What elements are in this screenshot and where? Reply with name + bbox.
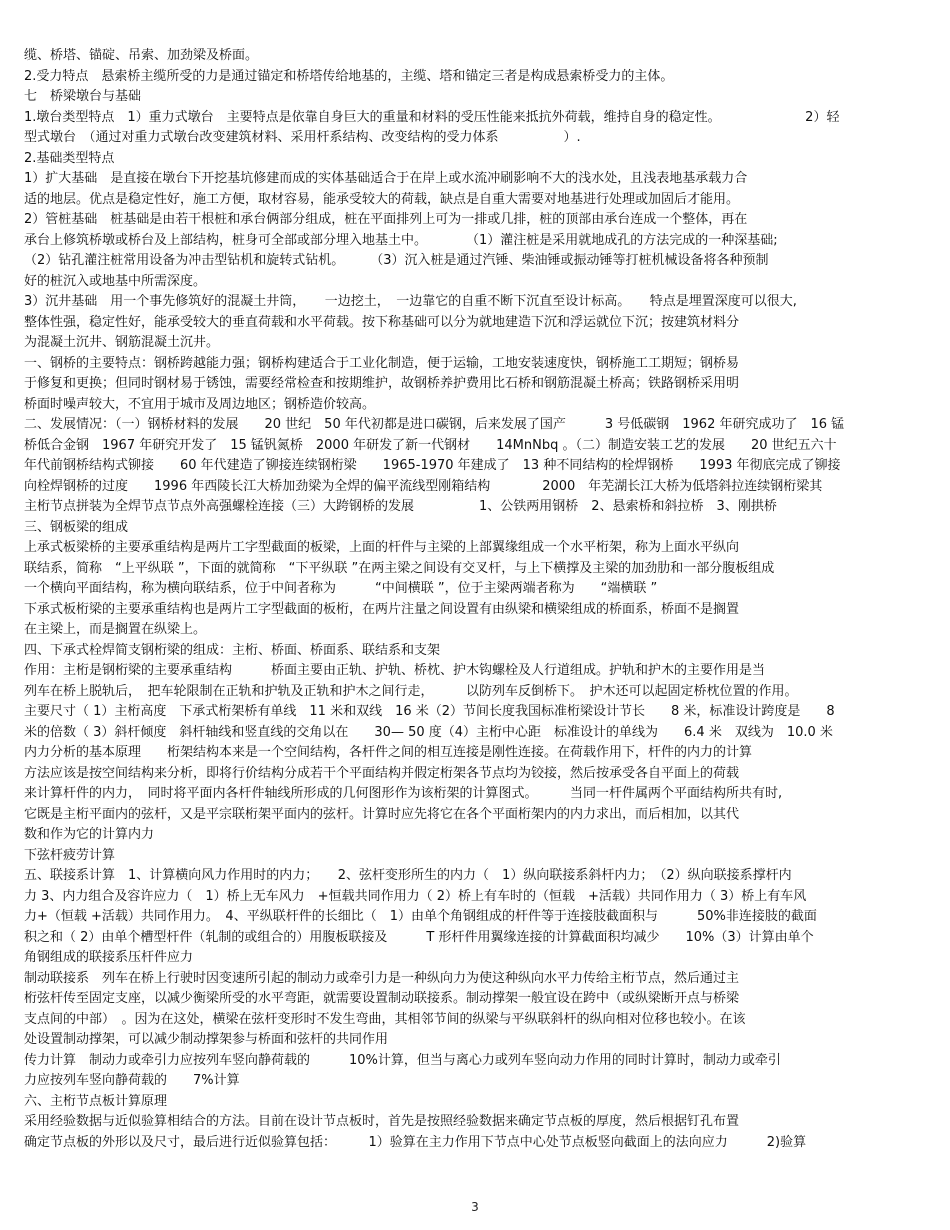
text-line: 桥低合金钢 1967 年研究开发了 15 锰钒氮桥 2000 年研发了新一代钢材 14MnNbq 。（二）制造安装工艺的发展 20 世纪五六十	[24, 437, 837, 453]
text-line: 力+（恒载 +活载）共同作用力。 4、平纵联杆件的长细比（ 1）由单个角钢组成的杆件等于连接肢截面积与 50%非连接肢的截面	[24, 909, 817, 924]
text-line: 角钢组成的联接系压杆件应力	[24, 950, 194, 965]
document-body	[24, 46, 926, 1153]
text-line: 上承式板梁桥的主要承重结构是两片工字型截面的板梁，上面的杆件与主梁的上部翼缘组成一个水平桁架，称为上面水平纵向	[24, 540, 740, 555]
text-line: 数和作为它的计算内力	[24, 827, 155, 842]
text-line: 四、下承式栓焊简支钢桁梁的组成：主桁、桥面、桥面系、联结系和支架	[24, 642, 441, 658]
text-line: 型式墩台 （通过对重力式墩台改变建筑材料、采用杆系结构、改变结构的受力体系 ）.	[24, 130, 581, 145]
text-line: 作用：主桁是钢桁梁的主要承重结构 桥面主要由正轨、护轨、桥枕、护木钩螺栓及人行道组成。护轨和护木的主要作用是当	[24, 663, 766, 678]
text-line: 内力分析的基本原理 桁架结构本来是一个空间结构，各杆件之间的相互连接是刚性连接。在荷载作用下，杆件的内力的计算	[24, 745, 753, 760]
text-line: 积之和（ 2）由单个槽型杆件（轧制的或组合的）用腹板联接及 T 形杆件用翼缘连接的计算截面积均减少 10%（3）计算由单个	[24, 929, 814, 945]
text-line: 一个横向平面结构，称为横向联结系，位于中间者称为 “中间横联 ”，位于主梁两端者称为 “端横联 ”	[24, 581, 658, 596]
text-line: 2.基础类型特点	[24, 150, 115, 166]
text-line: 处设置制动撑架，可以减少制动撑架参与桥面和弦杆的共同作用	[24, 1032, 389, 1047]
text-line: 它既是主桁平面内的弦杆，又是平宗联桁架平面内的弦杆。计算时应先将它在各个平面桁架内的内力求出，而后相加，以其代	[24, 806, 740, 822]
text-line: 方法应该是按空间结构来分析，即将行价结构分成若干个平面结构并假定桁架各节点均为铰接，然后按承受各自平面上的荷载	[24, 765, 740, 781]
text-line: 1.墩台类型特点 1）重力式墩台 主要特点是依靠自身巨大的重量和材料的受压性能来抵抗外荷载，维持自身的稳定性。 2）轻	[24, 109, 840, 125]
text-line: 承台上修筑桥墩或桥台及上部结构，桩身可全部或部分埋入地基土中。 （1）灌注桩是采用就地成孔的方法完成的一种深基础;	[24, 232, 778, 248]
text-line: 年代前钢桥结构式铆接 60 年代建造了铆接连续钢桁梁 1965-1970 年建成了 13 种不同结构的栓焊钢桥 1993 年彻底完成了铆接	[24, 458, 841, 473]
text-line: 1）扩大基础 是直接在墩台下开挖基坑修建而成的实体基础适合于在岸上或水流冲刷影响不大的浅水处，且浅表地基承载力合	[24, 171, 748, 186]
text-line: 整体性强，稳定性好，能承受较大的垂直荷载和水平荷载。按下称基础可以分为就地建造下沉和浮运就位下沉；按建筑材料分	[24, 314, 740, 330]
text-line: 主桁节点拼装为全焊节点节点外高强螺栓连接（三）大跨钢桥的发展 1、公铁两用钢桥 2、悬索桥和斜拉桥 3、刚拱桥	[24, 499, 777, 514]
page-number: 3	[471, 1200, 479, 1214]
text-line: 力 3、内力组合及容许应力（ 1）桥上无车风力 +恒载共同作用力（ 2）桥上有车时的（恒载 +活载）共同作用力（ 3）桥上有车风	[24, 888, 807, 904]
text-line: 向栓焊钢桥的过度 1996 年西陵长江大桥加劲梁为全焊的偏平流线型刚箱结构 2000 年芜湖长江大桥为低塔斜拉连续钢桁梁其	[24, 478, 823, 494]
text-line: 桁弦杆传至固定支座，以减少衡梁所受的水平弯距，就需要设置制动联接系。制动撑架一般宜设在跨中（或纵梁断开点与桥梁	[24, 991, 740, 1006]
text-line: 米的倍数（ 3）斜杆倾度 斜杆轴线和竖直线的交角以在 30— 50 度（4）主桁中心距 标准设计的单线为 6.4 米 双线为 10.0 米	[24, 724, 833, 740]
text-line: 适的地层。优点是稳定性好，施工方便，取材容易，能承受较大的荷载，缺点是自重大需要对地基进行处理或加固后才能用。	[24, 191, 740, 207]
text-line: 来计算杆件的内力， 同时将平面内各杆件轴线所形成的几何图形作为该桁架的计算图式。 当同一杆件属两个平面结构所共有时,	[24, 786, 783, 801]
text-line: 缆、桥塔、锚碇、吊索、加劲梁及桥面。	[24, 48, 259, 63]
text-line: 列车在桥上脱轨后， 把车轮限制在正轨和护轨及正轨和护木之间行走， 以防列车反倒桥下。 护木还可以起固定桥枕位置的作用。	[24, 683, 798, 699]
text-line: 为混凝土沉井、钢筋混凝土沉井。	[24, 335, 220, 350]
text-line: 二、发展情况：（一）钢桥材料的发展 20 世纪 50 年代初都是进口碳钢，后来发展了国产 3 号低碳钢 1962 年研究成功了 16 锰	[24, 417, 845, 432]
text-line: 下弦杆疲劳计算	[24, 847, 116, 863]
text-line: 一、钢桥的主要特点：钢桥跨越能力强；钢桥构建适合于工业化制造，便于运输，工地安装速度快，钢桥施工工期短；钢桥易	[24, 355, 740, 371]
text-line: 力应按列车竖向静荷载的 7%计算	[24, 1073, 240, 1088]
text-line: 在主梁上，而是搁置在纵梁上。	[24, 622, 207, 637]
text-line: 七 桥梁墩台与基础	[24, 89, 142, 104]
text-line: 联结系，简称 “上平纵联 ”，下面的就简称 “下平纵联 ”在两主梁之间设有交叉杆，与上下横撑及主梁的加劲肋和一部分腹板组成	[24, 560, 775, 576]
text-line: 主要尺寸（ 1）主桁高度 下承式桁架桥有单线 11 米和双线 16 米（2）节间长度我国标准桁梁设计节长 8 米，标准设计跨度是 8	[24, 704, 835, 719]
text-line: 桥面时噪声较大，不宜用于城市及周边地区；钢桥造价较高。	[24, 396, 376, 412]
text-line: 3）沉井基础 用一个事先修筑好的混凝土井筒， 一边挖土， 一边靠它的自重不断下沉直至设计标高。 特点是埋置深度可以很大,	[24, 294, 797, 309]
text-line: 确定节点板的外形以及尺寸，最后进行近似验算包括： 1）验算在主力作用下节点中心处节点板竖向截面上的法向应力 2)验算	[24, 1134, 807, 1150]
text-line: 传力计算 制动力或牵引力应按列车竖向静荷载的 10%计算，但当与离心力或列车竖向动力作用的同时计算时，制动力或牵引	[24, 1052, 781, 1068]
text-line: 三、钢板梁的组成	[24, 519, 129, 535]
text-line: （2）钻孔灌注桩常用设备为冲击型钻机和旋转式钻机。 （3）沉入桩是通过汽锤、柴油锤或振动锤等打桩机械设备将各种预制	[24, 253, 769, 268]
text-line: 好的桩沉入或地基中所需深度。	[24, 273, 207, 289]
text-line: 支点间的中部） 。因为在这处，横梁在弦杆变形时不发生弯曲，其相邻节间的纵梁与平纵联斜杆的纵向相对位移也较小。在该	[24, 1011, 746, 1027]
text-line: 五、联接系计算 1、计算横向风力作用时的内力； 2、弦杆变形所生的内力（ 1）纵向联接系斜杆内力； （2）纵向联接系撑杆内	[24, 868, 792, 883]
text-line: 2）管桩基础 桩基础是由若干根桩和承台俩部分组成，桩在平面排列上可为一排或几排，桩的顶部由承台连成一个整体，再在	[24, 212, 748, 227]
text-line: 采用经验数据与近似验算相结合的方法。目前在设计节点板时，首先是按照经验数据来确定节点板的厚度，然后根据钉孔布置	[24, 1114, 740, 1129]
text-line: 制动联接系 列车在桥上行驶时因变速所引起的制动力或牵引力是一种纵向力为使这种纵向水平力传给主桁节点，然后通过主	[24, 970, 740, 986]
text-line: 六、主桁节点板计算原理	[24, 1093, 168, 1109]
text-line: 下承式板桁梁的主要承重结构也是两片工字型截面的板桁，在两片注量之间设置有由纵梁和横梁组成的桥面系，桥面不是搁置	[24, 601, 740, 617]
text-line: 于修复和更换；但同时钢材易于锈蚀，需要经常检查和按期维护，故钢桥养护费用比石桥和钢筋混凝土桥高；铁路钢桥采用明	[24, 376, 740, 391]
text-line: 2.受力特点 悬索桥主缆所受的力是通过锚定和桥塔传给地基的，主缆、塔和锚定三者是构成悬索桥受力的主体。	[24, 68, 674, 84]
